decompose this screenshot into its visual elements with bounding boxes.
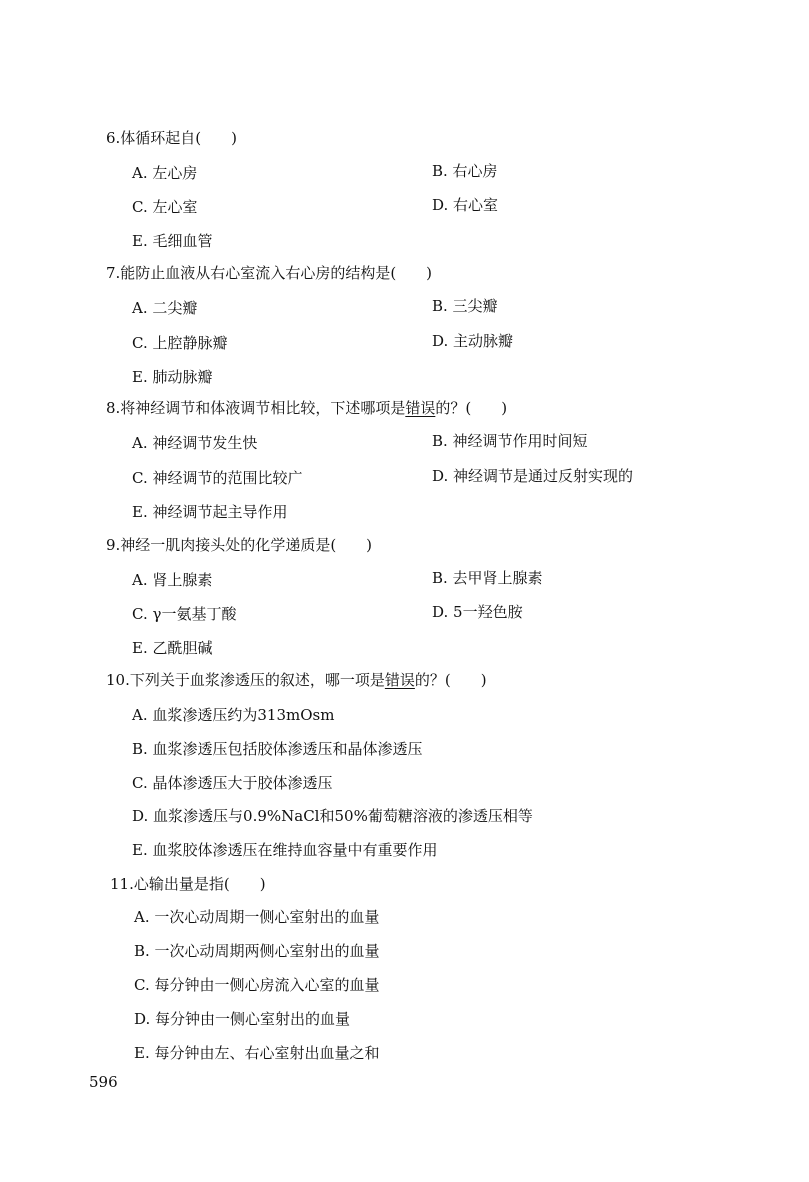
- question-8-option-a: A. 神经调节发生快: [132, 434, 258, 452]
- question-6-option-a: A. 左心房: [132, 164, 198, 182]
- question-6-option-b: B. 右心房: [432, 162, 498, 180]
- question-8-emphasis: 错误: [405, 399, 436, 417]
- question-6-option-d: D. 右心室: [432, 196, 499, 214]
- question-11-option-e: E. 每分钟由左、右心室射出血量之和: [134, 1044, 380, 1062]
- question-10-stem: [106, 670, 487, 690]
- question-8-stem: [106, 398, 507, 418]
- question-7-option-a: A. 二尖瓣: [132, 299, 198, 317]
- question-8-stem-tail: 的？( ): [435, 399, 508, 417]
- question-10-option-c: C. 晶体渗透压大于胶体渗透压: [132, 774, 333, 792]
- question-8-option-e: E. 神经调节起主导作用: [132, 503, 288, 521]
- question-9-option-c: C. γ一氨基丁酸: [132, 605, 237, 623]
- question-7-stem: 7.能防止血液从右心室流入右心房的结构是( ): [106, 264, 433, 282]
- page-number: 596: [89, 1073, 118, 1091]
- question-11-stem: 11.心输出量是指( ): [110, 875, 266, 893]
- question-10-option-d: D. 血浆渗透压与0.9%NaCl和50%葡萄糖溶液的渗透压相等: [132, 807, 533, 825]
- question-9-option-a: A. 肾上腺素: [132, 571, 213, 589]
- question-6-option-e: E. 毛细血管: [132, 232, 213, 250]
- question-6-stem: 6.体循环起自( ): [106, 129, 238, 147]
- question-7-option-e: E. 肺动脉瓣: [132, 368, 213, 386]
- question-8-option-b: B. 神经调节作用时间短: [432, 432, 588, 450]
- question-9-option-b: B. 去甲肾上腺素: [432, 569, 543, 587]
- question-11-option-b: B. 一次心动周期两侧心室射出的血量: [134, 942, 380, 960]
- question-10-stem-tail: 的？( ): [414, 671, 487, 689]
- question-9-option-d: D. 5一羟色胺: [432, 603, 523, 621]
- question-8-option-c: C. 神经调节的范围比较广: [132, 469, 303, 487]
- question-6-option-c: C. 左心室: [132, 198, 198, 216]
- question-11-option-d: D. 每分钟由一侧心室射出的血量: [134, 1010, 351, 1028]
- question-11-option-c: C. 每分钟由一侧心房流入心室的血量: [134, 976, 380, 994]
- question-10-option-e: E. 血浆胶体渗透压在维持血容量中有重要作用: [132, 841, 438, 859]
- question-10-option-a: A. 血浆渗透压约为313mOsm: [132, 706, 335, 724]
- question-7-option-d: D. 主动脉瓣: [432, 332, 514, 350]
- question-9-stem: 9.神经一肌肉接头处的化学递质是( ): [106, 536, 373, 554]
- question-11-option-a: A. 一次心动周期一侧心室射出的血量: [134, 908, 380, 926]
- question-10-emphasis: 错误: [384, 671, 415, 689]
- question-7-option-b: B. 三尖瓣: [432, 297, 498, 315]
- question-9-option-e: E. 乙酰胆碱: [132, 639, 213, 657]
- question-10-stem-text: 10.下列关于血浆渗透压的叙述，哪一项是: [106, 671, 385, 689]
- question-7-option-c: C. 上腔静脉瓣: [132, 334, 228, 352]
- question-8-option-d: D. 神经调节是通过反射实现的: [432, 467, 634, 485]
- question-10-option-b: B. 血浆渗透压包括胶体渗透压和晶体渗透压: [132, 740, 423, 758]
- question-8-stem-text: 8.将神经调节和体液调节相比较，下述哪项是: [106, 399, 406, 417]
